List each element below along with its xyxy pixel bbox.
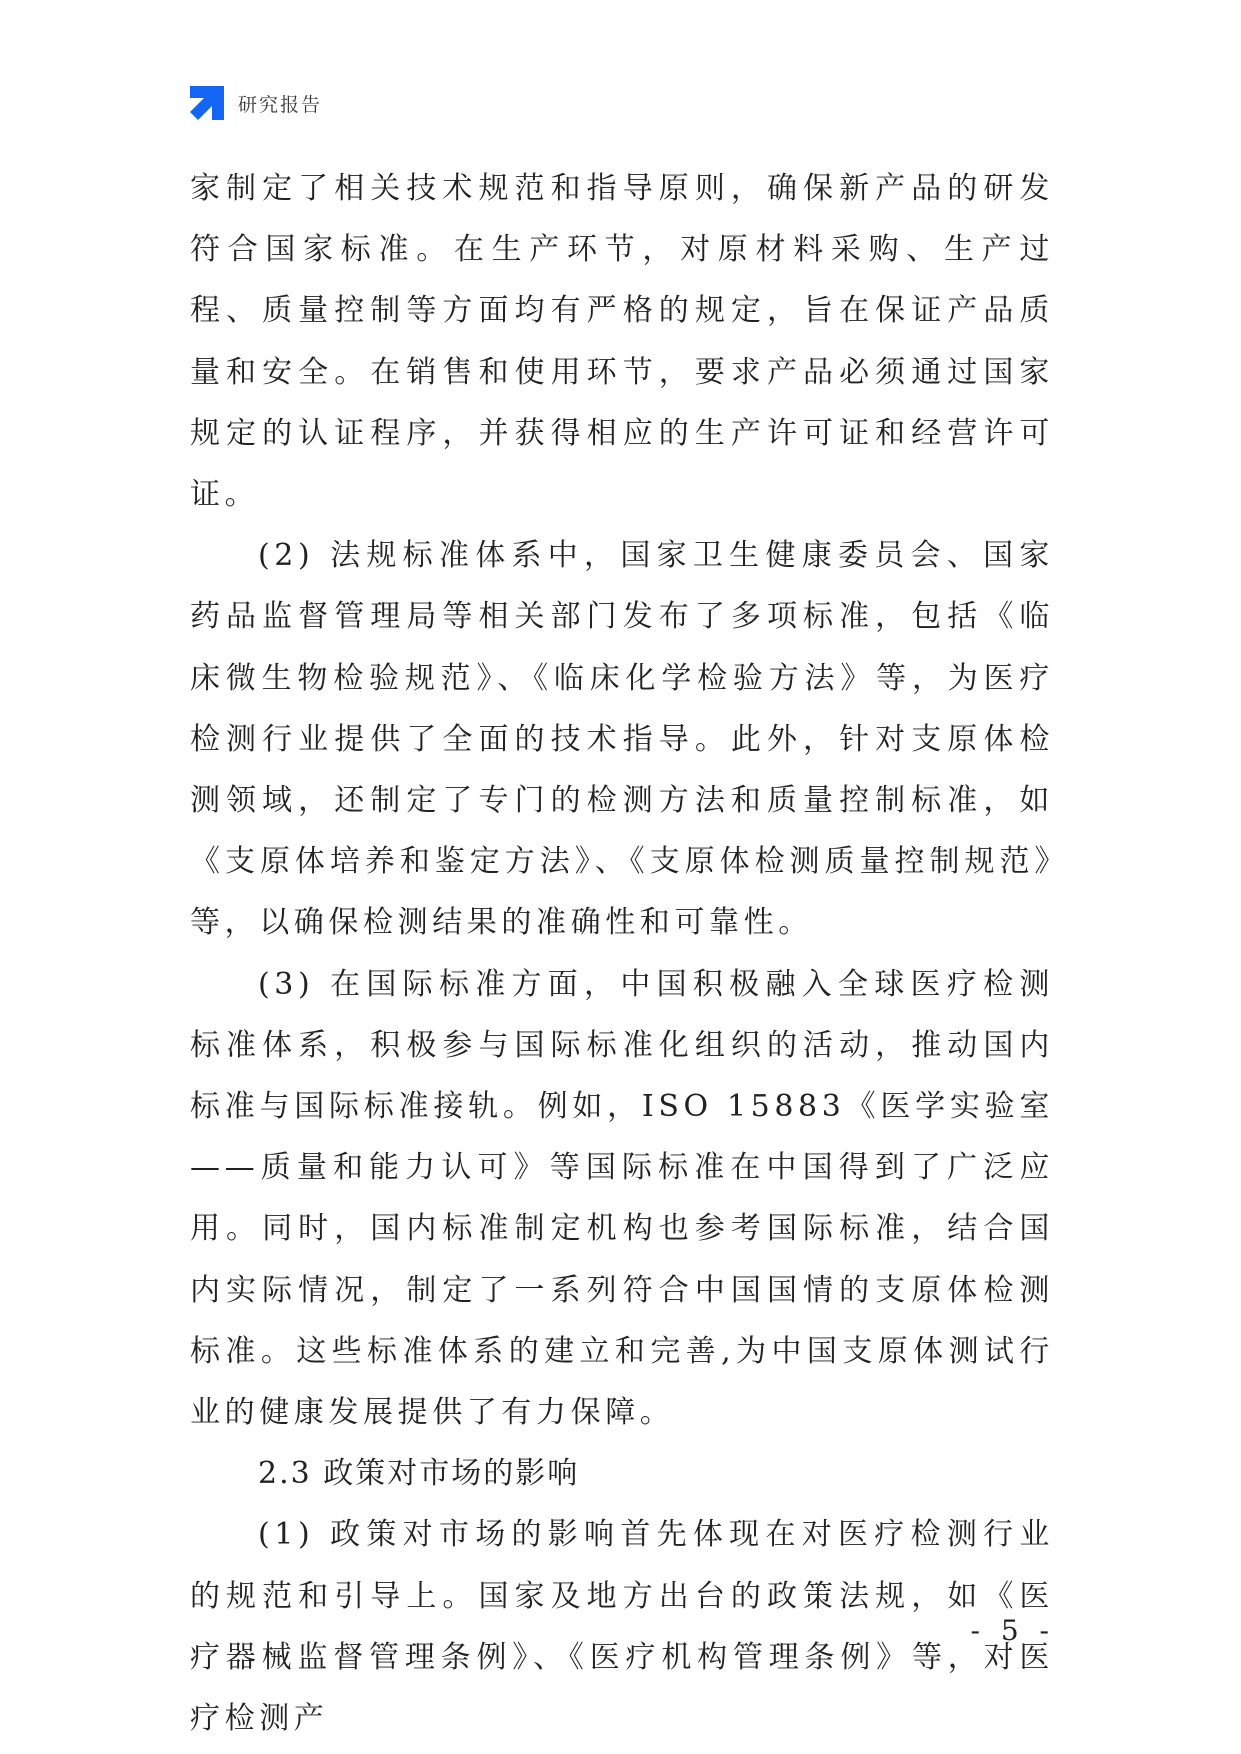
header-title: 研究报告: [238, 93, 323, 116]
paragraph-policy-impact: (1) 政策对市场的影响首先体现在对医疗检测行业的规范和引导上。国家及地方出台的政策法规，如《医疗器械监督管理条例》、《医疗机构管理条例》等，对医疗检测产: [190, 1517, 1054, 1737]
section-heading: 2.3 政策对市场的影响: [258, 1456, 580, 1492]
paragraph-regulation-standards: (2) 法规标准体系中，国家卫生健康委员会、国家药品监督管理局等相关部门发布了多项标准，包括《临床微生物检验规范》、《临床化学检验方法》等，为医疗检测行业提供了全面的技术指导。此外，针对支原体检测领域，还制定了专门的检测方法和质量控制标准，如《支原体培养和鉴定方法》、《支原体检测质量控制规范》等，以确保检测结果的准确性和可靠性。: [190, 538, 1054, 941]
arrow-up-right-icon: [190, 86, 224, 120]
page-number: - 5 -: [970, 1614, 1055, 1647]
report-header: [190, 86, 322, 120]
paragraph-continued: 家制定了相关技术规范和指导原则，确保新产品的研发符合国家标准。在生产环节，对原材料采购、生产过程、质量控制等方面均有严格的规定，旨在保证产品质量和安全。在销售和使用环节，要求产品必须通过国家规定的认证程序，并获得相应的生产许可证和经营许可证。: [190, 171, 1054, 513]
document-body: [190, 158, 1054, 1749]
paragraph-international-standards: (3) 在国际标准方面，中国积极融入全球医疗检测标准体系，积极参与国际标准化组织的活动，推动国内标准与国际标准接轨。例如，ISO 15883《医学实验室——质量和能力认可》等国际标准在中国得到了广泛应用。同时，国内标准制定机构也参考国际标准，结合国内实际情况，制定了一系列符合中国国情的支原体检测标准。这些标准体系的建立和完善,为中国支原体测试行业的健康发展提供了有力保障。: [190, 966, 1054, 1431]
